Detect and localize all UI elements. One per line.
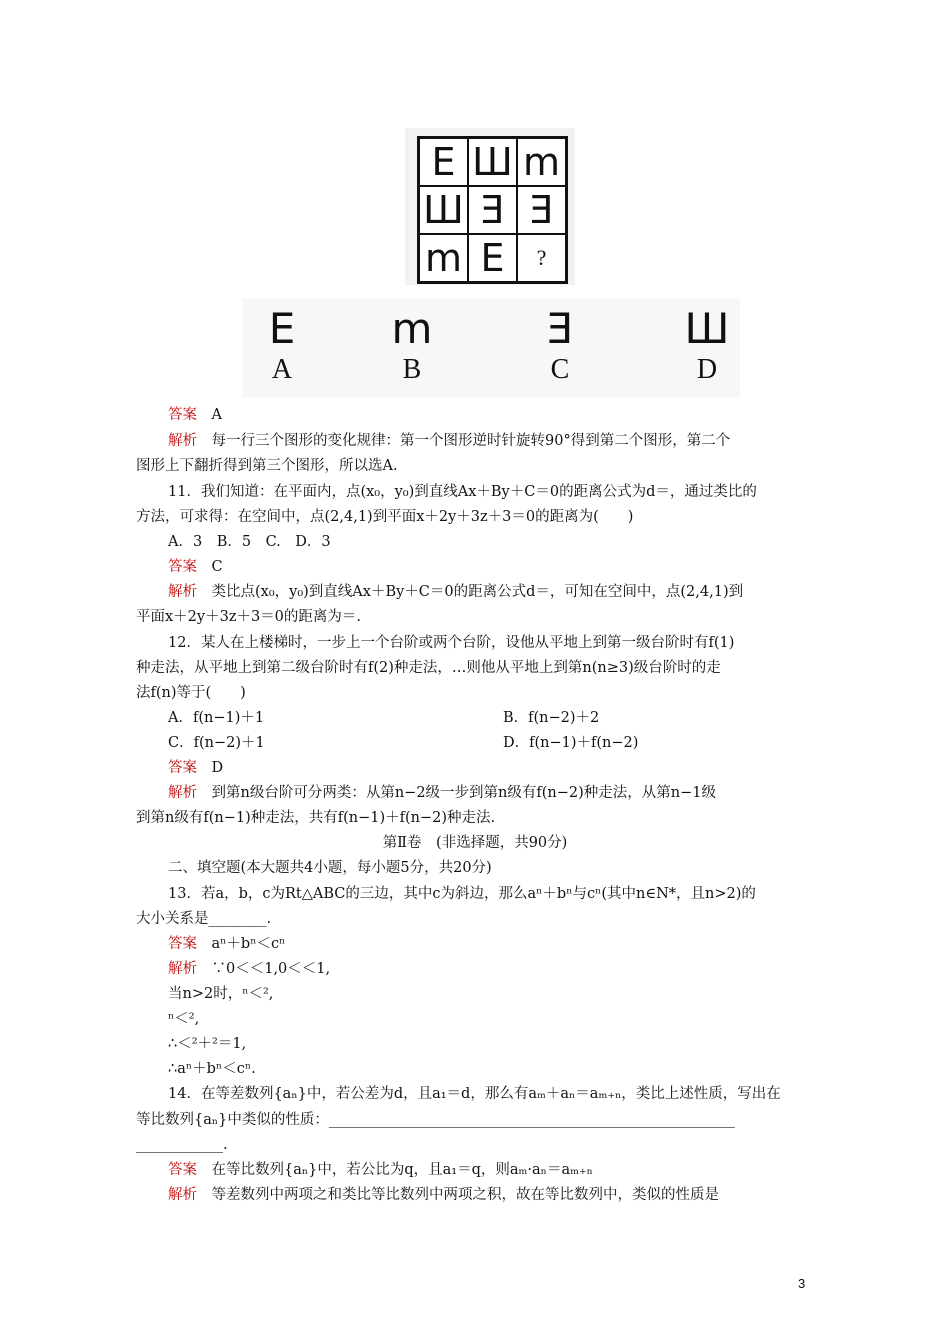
answer-label: 答案 — [168, 936, 197, 952]
option-glyph: Ǝ — [546, 304, 574, 353]
option-c — [520, 304, 600, 386]
answer-label: 答案 — [168, 1162, 197, 1178]
q14-stem-3: ____________. — [136, 1137, 228, 1153]
grid-glyph: E — [431, 140, 456, 184]
analysis-text: 类比点(x₀，y₀)到直线Ax＋By＋C＝0的距离公式d＝，可知在空间中，点(2,4,1)到 — [211, 584, 744, 600]
q10-answer-line — [168, 405, 222, 425]
grid-cell — [517, 138, 566, 186]
page-number: 3 — [798, 1276, 806, 1291]
grid-cell — [517, 234, 566, 282]
grid-glyph: Ǝ — [529, 188, 554, 232]
analysis-text: 等差数列中两项之和类比等比数列中两项之积，故在等比数列中，类似的性质是 — [211, 1187, 719, 1203]
analysis-text: 到第n级台阶可分两类：从第n−2级一步到第n级有f(n−2)种走法，从第n−1级 — [211, 785, 716, 801]
puzzle-grid — [417, 136, 568, 284]
q12-option-c: C．f(n−2)＋1 — [168, 735, 265, 751]
option-glyph: Ш — [684, 304, 730, 353]
grid-cell — [419, 234, 468, 282]
q13-analysis-line-4: ∴＜²＋²＝1, — [168, 1036, 247, 1052]
q12-answer-line — [168, 758, 223, 778]
q14-stem: 14．在等差数列{aₙ}中，若公差为d，且a₁＝d，那么有aₘ＋aₙ＝aₘ₊ₙ，类比上述性质，写出在 — [168, 1086, 781, 1102]
q11-analysis-line — [168, 582, 743, 602]
q12-option-d: D．f(n−1)＋f(n−2) — [503, 735, 639, 751]
grid-glyph: Ǝ — [480, 188, 505, 232]
answer-value: 在等比数列{aₙ}中，若公比为q，且a₁＝q，则aₘ·aₙ＝aₘ₊ₙ — [211, 1162, 593, 1178]
q10-analysis-line-2: 图形上下翻折得到第三个图形，所以选A. — [136, 458, 398, 474]
grid-cell — [468, 138, 517, 186]
q11-options: A．3 B．5 C. D．3 — [168, 534, 331, 550]
grid-glyph: Ш — [423, 188, 464, 232]
q12-analysis-line — [168, 783, 716, 803]
q11-analysis-line-2: 平面x＋2y＋3z＋3＝0的距离为＝. — [136, 609, 362, 625]
q12-stem-3: 法f(n)等于( ) — [136, 685, 246, 701]
answer-value: C — [211, 559, 223, 575]
grid-glyph: Ш — [472, 140, 513, 184]
q13-answer-line — [168, 934, 285, 954]
analysis-label: 解析 — [168, 584, 197, 600]
grid-glyph: E — [480, 236, 505, 280]
option-label: A — [271, 354, 293, 385]
q14-answer-line — [168, 1160, 593, 1180]
analysis-label: 解析 — [168, 961, 197, 977]
option-label: B — [402, 354, 422, 385]
q14-stem-2: 等比数列{aₙ}中类似的性质：________________________________________________________ — [136, 1112, 735, 1128]
q11-stem-2: 方法，可求得：在空间中，点(2,4,1)到平面x＋2y＋3z＋3＝0的距离为( ) — [136, 509, 634, 525]
q13-stem-2: 大小关系是________. — [136, 911, 272, 927]
answer-value: aⁿ＋bⁿ＜cⁿ — [211, 936, 286, 952]
q14-analysis-line — [168, 1185, 719, 1205]
analysis-text: ∵0＜＜1,0＜＜1, — [211, 961, 331, 977]
q13-analysis-line — [168, 959, 330, 979]
q13-stem: 13．若a，b，c为Rt△ABC的三边，其中c为斜边，那么aⁿ＋bⁿ与cⁿ(其中n∈N*，且n>2)的 — [168, 886, 756, 902]
answer-label: 答案 — [168, 760, 197, 776]
answer-value: A — [211, 407, 222, 423]
answer-options-figure — [242, 298, 740, 398]
grid-glyph: m — [424, 236, 463, 280]
analysis-label: 解析 — [168, 433, 197, 449]
question-mark: ? — [536, 245, 547, 270]
answer-value: D — [211, 760, 224, 776]
puzzle-figure — [405, 128, 575, 285]
option-glyph: E — [268, 304, 296, 353]
grid-cell — [468, 186, 517, 234]
grid-glyph: m — [522, 140, 561, 184]
grid-cell — [419, 186, 468, 234]
q12-option-b: B．f(n−2)＋2 — [503, 710, 600, 726]
q11-answer-line — [168, 557, 223, 577]
answer-label: 答案 — [168, 407, 197, 423]
q12-stem-2: 种走法，从平地上到第二级台阶时有f(2)种走法，…则他从平地上到第n(n≥3)级台阶时的走 — [136, 660, 721, 676]
q13-analysis-line-5: ∴aⁿ＋bⁿ＜cⁿ. — [168, 1061, 256, 1077]
grid-cell — [517, 186, 566, 234]
q12-analysis-line-2: 到第n级有f(n−1)种走法，共有f(n−1)＋f(n−2)种走法. — [136, 810, 496, 826]
q13-analysis-line-3: ⁿ＜², — [168, 1011, 200, 1027]
q13-analysis-line-2: 当n>2时，ⁿ＜², — [168, 986, 274, 1002]
option-label: D — [696, 354, 718, 385]
analysis-label: 解析 — [168, 1187, 197, 1203]
analysis-text: 每一行三个图形的变化规律：第一个图形逆时针旋转90°得到第二个图形，第二个 — [211, 433, 731, 449]
grid-cell — [419, 138, 468, 186]
option-label: C — [550, 354, 570, 385]
analysis-label: 解析 — [168, 785, 197, 801]
q11-stem: 11．我们知道：在平面内，点(x₀，y₀)到直线Ax＋By＋C＝0的距离公式为d＝，通过类比的 — [168, 484, 757, 500]
option-d — [667, 304, 747, 386]
q10-analysis-line — [168, 431, 730, 451]
option-glyph: m — [391, 304, 433, 353]
q12-option-a: A．f(n−1)＋1 — [168, 710, 265, 726]
option-b — [372, 304, 452, 386]
answer-label: 答案 — [168, 559, 197, 575]
option-a — [242, 304, 322, 386]
q12-stem: 12．某人在上楼梯时，一步上一个台阶或两个台阶，设他从平地上到第一级台阶时有f(1) — [168, 635, 735, 651]
section-subtitle: 二、填空题(本大题共4小题，每小题5分，共20分) — [168, 860, 492, 876]
section-title: 第Ⅱ卷 (非选择题，共90分) — [382, 835, 568, 851]
grid-cell — [468, 234, 517, 282]
